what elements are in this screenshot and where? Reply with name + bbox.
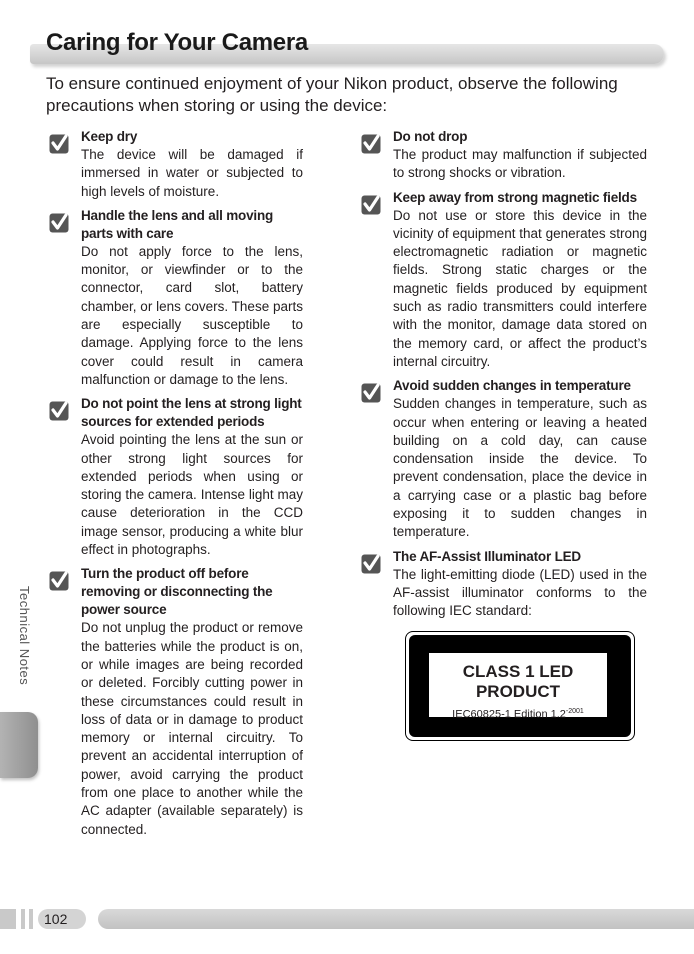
precaution-item bbox=[49, 395, 303, 559]
left-column bbox=[49, 128, 303, 845]
precaution-item bbox=[361, 189, 647, 372]
precaution-item bbox=[361, 548, 647, 741]
precaution-body: Avoid pointing the lens at the sun or other strong light sources for extended periods when using or storing the camera. Intense light may cause deterioration in the CCD image sensor, producing a white blur effect in photographs. bbox=[81, 432, 303, 558]
precaution-body: The light-emitting diode (LED) used in the AF-assist illuminator conforms to the following IEC standard: bbox=[393, 566, 647, 619]
footer-long-bar bbox=[98, 909, 694, 929]
right-column bbox=[361, 128, 647, 747]
precaution-body: Do not use or store this device in the vicinity of equipment that generates strong electromagnetic radiation or magnetic fields. Strong static charges or the magnetic fields produced by equipment such as radio transmitters could interfere with the monitor, damage data stored on the memory card, or affect the product’s internal circuitry. bbox=[393, 207, 647, 369]
intro-paragraph: To ensure continued enjoyment of your Nikon product, observe the following precautions when storing or using the device: bbox=[46, 74, 618, 115]
precaution-body: Sudden changes in temperature, such as occur when entering or leaving a heated building on a cold day, can cause condensation inside the device. To prevent condensation, place the device in a carrying case or a plastic bag before exposing it to sudden changes in temperature. bbox=[393, 396, 647, 540]
checkmark-icon bbox=[361, 134, 381, 154]
precaution-body: Do not unplug the product or remove the batteries while the product is on, or while images are being recorded or deleted. Forcibly cutting power in these circumstances could result in loss of data or in damage to product memory or internal circuitry. To prevent an accidental interruption of power, avoid carrying the product from one place to another while the AC adapter (available separately) is connected. bbox=[81, 620, 303, 837]
precaution-heading: The AF-Assist Illuminator LED bbox=[393, 548, 581, 564]
checkmark-icon bbox=[361, 554, 381, 574]
checkmark-icon bbox=[49, 134, 69, 154]
led-class-label bbox=[405, 631, 635, 741]
precaution-heading: Handle the lens and all moving parts with care bbox=[81, 207, 274, 241]
checkmark-icon bbox=[361, 383, 381, 403]
precaution-heading: Turn the product off before removing or disconnecting the power source bbox=[81, 566, 273, 618]
precaution-body: The product may malfunction if subjected to strong shocks or vibration. bbox=[393, 147, 647, 181]
precaution-body: The device will be damaged if immersed in water or subjected to high levels of moisture. bbox=[81, 147, 303, 199]
precaution-item bbox=[361, 128, 647, 183]
precaution-heading: Do not drop bbox=[393, 129, 468, 144]
checkmark-icon bbox=[361, 195, 381, 215]
precaution-heading: Avoid sudden changes in temperature bbox=[393, 378, 631, 394]
checkmark-icon bbox=[49, 571, 69, 591]
led-class-label-standard: IEC60825-1 Edition $1.2^{-2001}$ bbox=[452, 707, 584, 721]
checkmark-icon bbox=[49, 401, 69, 421]
precaution-heading: Keep dry bbox=[81, 129, 138, 144]
precaution-item bbox=[49, 207, 303, 389]
precaution-heading: Keep away from strong magnetic fields bbox=[393, 189, 637, 205]
led-class-label-title: CLASS 1 LED PRODUCT bbox=[462, 661, 574, 701]
section-side-tab bbox=[0, 712, 38, 778]
precaution-item bbox=[49, 565, 303, 839]
precaution-item bbox=[49, 128, 303, 201]
precaution-heading: Do not point the lens at strong light sources for extended periods bbox=[81, 396, 302, 430]
precaution-body: Do not apply force to the lens, monitor, or viewfinder or to the connector, card slot, battery chamber, or lens covers. These parts are especially susceptible to damage. Applying force to the lens cover could result in camera malfunction or damage to the lens. bbox=[81, 243, 303, 387]
checkmark-icon bbox=[49, 213, 69, 233]
precaution-item bbox=[361, 377, 647, 541]
page-title: Caring for Your Camera bbox=[46, 29, 308, 56]
page-number: 102 bbox=[44, 911, 68, 927]
section-side-label: Technical Notes bbox=[17, 586, 32, 686]
